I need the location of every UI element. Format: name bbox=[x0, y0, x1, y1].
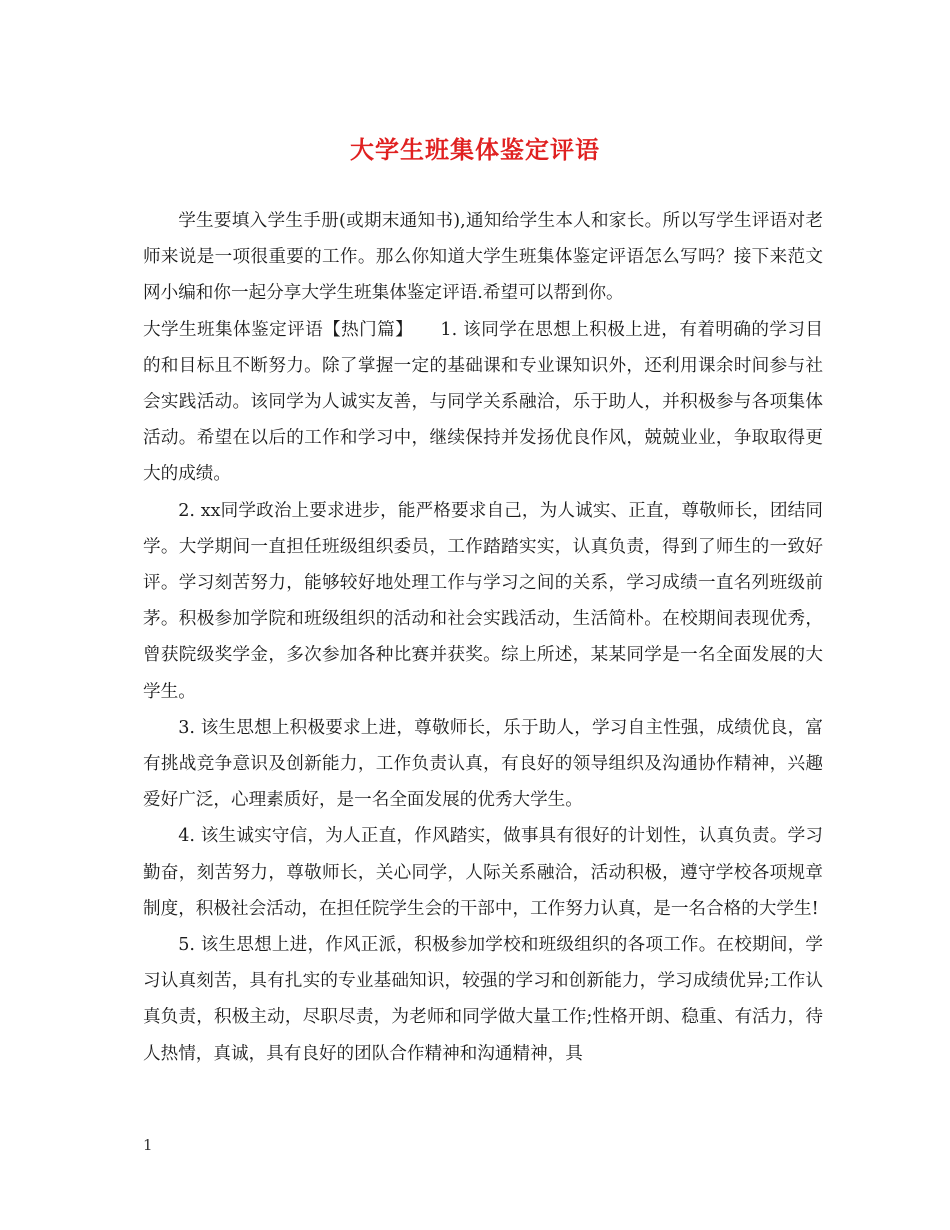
document-title: 大学生班集体鉴定评语 bbox=[350, 135, 600, 164]
paragraph-4: 4. 该生诚实守信，为人正直，作风踏实，做事具有很好的计划性，认真负责。学习勤奋，刻苦努力，尊敬师长，关心同学，人际关系融洽，活动积极，遵守学校各项规章制度，积极社会活动，在担任院学生会的干部中，工作努力认真，是一名合格的大学生! bbox=[143, 826, 823, 919]
page-number: 1 bbox=[143, 1136, 153, 1154]
paragraph-2: 2. xx同学政治上要求进步，能严格要求自己，为人诚实、正直，尊敬师长，团结同学。大学期间一直担任班级组织委员，工作踏踏实实，认真负责，得到了师生的一致好评。学习刻苦努力，能够较好地处理工作与学习之间的关系，学习成绩一直名列班级前茅。积极参加学院和班级组织的活动和社会实践活动，生活简朴。在校期间表现优秀，曾获院级奖学金，多次参加各种比赛并获奖。综上所述，某某同学是一名全面发展的大学生。 bbox=[143, 500, 823, 702]
document-body bbox=[143, 203, 823, 1072]
paragraph-5: 5. 该生思想上进，作风正派，积极参加学校和班级组织的各项工作。在校期间，学习认真刻苦，具有扎实的专业基础知识，较强的学习和创新能力，学习成绩优异;工作认真负责，积极主动，尽职尽责，为老师和同学做大量工作;性格开朗、稳重、有活力，待人热情，真诚，具有良好的团队合作精神和沟通精神，具 bbox=[143, 935, 823, 1064]
paragraph-1: 大学生班集体鉴定评语【热门篇】 1. 该同学在思想上积极上进，有着明确的学习目的和目标且不断努力。除了掌握一定的基础课和专业课知识外，还利用课余时间参与社会实践活动。该同学为人诚实友善，与同学关系融洽，乐于助人，并积极参与各项集体活动。希望在以后的工作和学习中，继续保持并发扬优良作风，兢兢业业，争取取得更大的成绩。 bbox=[143, 319, 823, 485]
intro-paragraph: 学生要填入学生手册(或期末通知书),通知给学生本人和家长。所以写学生评语对老师来说是一项很重要的工作。那么你知道大学生班集体鉴定评语怎么写吗？接下来范文网小编和你一起分享大学生班集体鉴定评语.希望可以帮到你。 bbox=[143, 211, 823, 304]
paragraph-3: 3. 该生思想上积极要求上进，尊敬师长，乐于助人，学习自主性强，成绩优良，富有挑战竞争意识及创新能力，工作负责认真，有良好的领导组织及沟通协作精神，兴趣爱好广泛，心理素质好，是一名全面发展的优秀大学生。 bbox=[143, 717, 823, 811]
